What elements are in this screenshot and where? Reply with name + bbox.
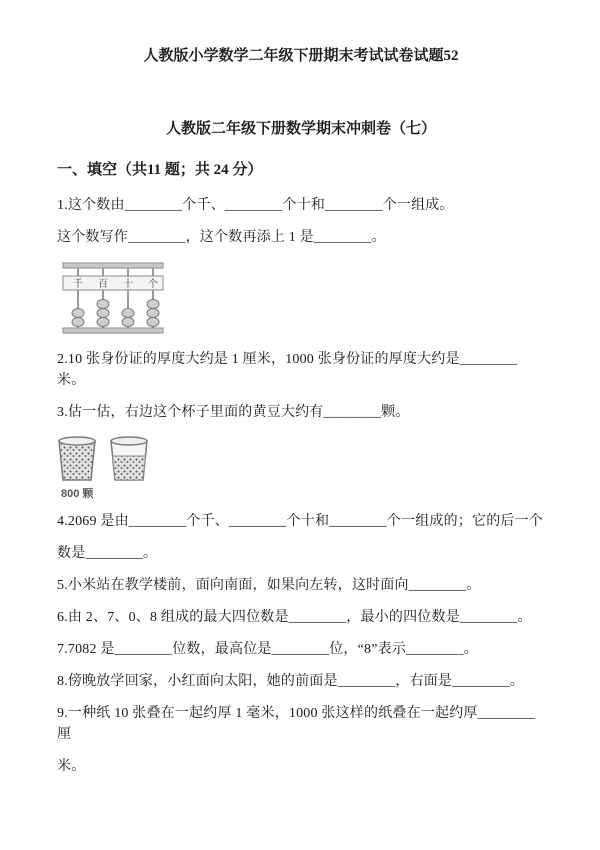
abacus-image [57,259,169,339]
abacus-label-ten: 十 [123,279,133,290]
abacus-label-hundred: 百 [98,279,108,290]
question-8: 8.傍晚放学回家，小红面向太阳，她的前面是________，右面是________。 [57,674,524,689]
abacus-beads [72,300,159,327]
cup-full-of-beans [59,437,95,480]
document-title: 人教版小学数学二年级下册期末考试试卷试题52 [143,48,459,64]
section-heading-fill-in-blanks: 一、填空（共11 题；共 24 分） [57,162,263,178]
cup-bean-count-label: 800 颗 [61,488,94,500]
cups-image [57,434,153,484]
exam-subtitle: 人教版二年级下册数学期末冲刺卷（七） [165,121,436,137]
cup-partial-beans [111,437,147,480]
abacus-top-rail [63,263,163,268]
question-3: 3.估一估，右边这个杯子里面的黄豆大约有________颗。 [57,405,410,420]
abacus-figure [57,259,545,339]
question-6: 6.由 2、7、0、8 组成的最大四位数是________，最小的四位数是________。 [57,610,532,625]
question-1-line-2: 这个数写作________，这个数再添上 1 是________。 [57,230,386,245]
question-4-line-2: 数是________。 [57,546,158,561]
question-7: 7.7082 是________位数，最高位是________位，“8”表示________。 [57,642,478,657]
question-9-line-2: 米。 [57,759,86,774]
abacus-bottom-rail [63,328,163,333]
question-2: 2.10 张身份证的厚度大约是 1 厘米，1000 张身份证的厚度大约是________米。 [57,352,518,388]
abacus-label-thousand: 千 [73,279,83,290]
question-5: 5.小米站在教学楼前，面向南面，如果向左转，这时面向________。 [57,578,481,593]
question-4-line-1: 4.2069 是由________个千、________个十和________个一组成的；它的后一个 [57,514,543,529]
question-9-line-1: 9.一种纸 10 张叠在一起约厚 1 毫米，1000 张这样的纸叠在一起约厚________厘 [57,706,536,742]
cups-figure [57,434,545,484]
question-1-line-1: 1.这个数由________个千、________个十和________个一组成。 [57,198,454,213]
abacus-label-one: 个 [148,279,158,290]
